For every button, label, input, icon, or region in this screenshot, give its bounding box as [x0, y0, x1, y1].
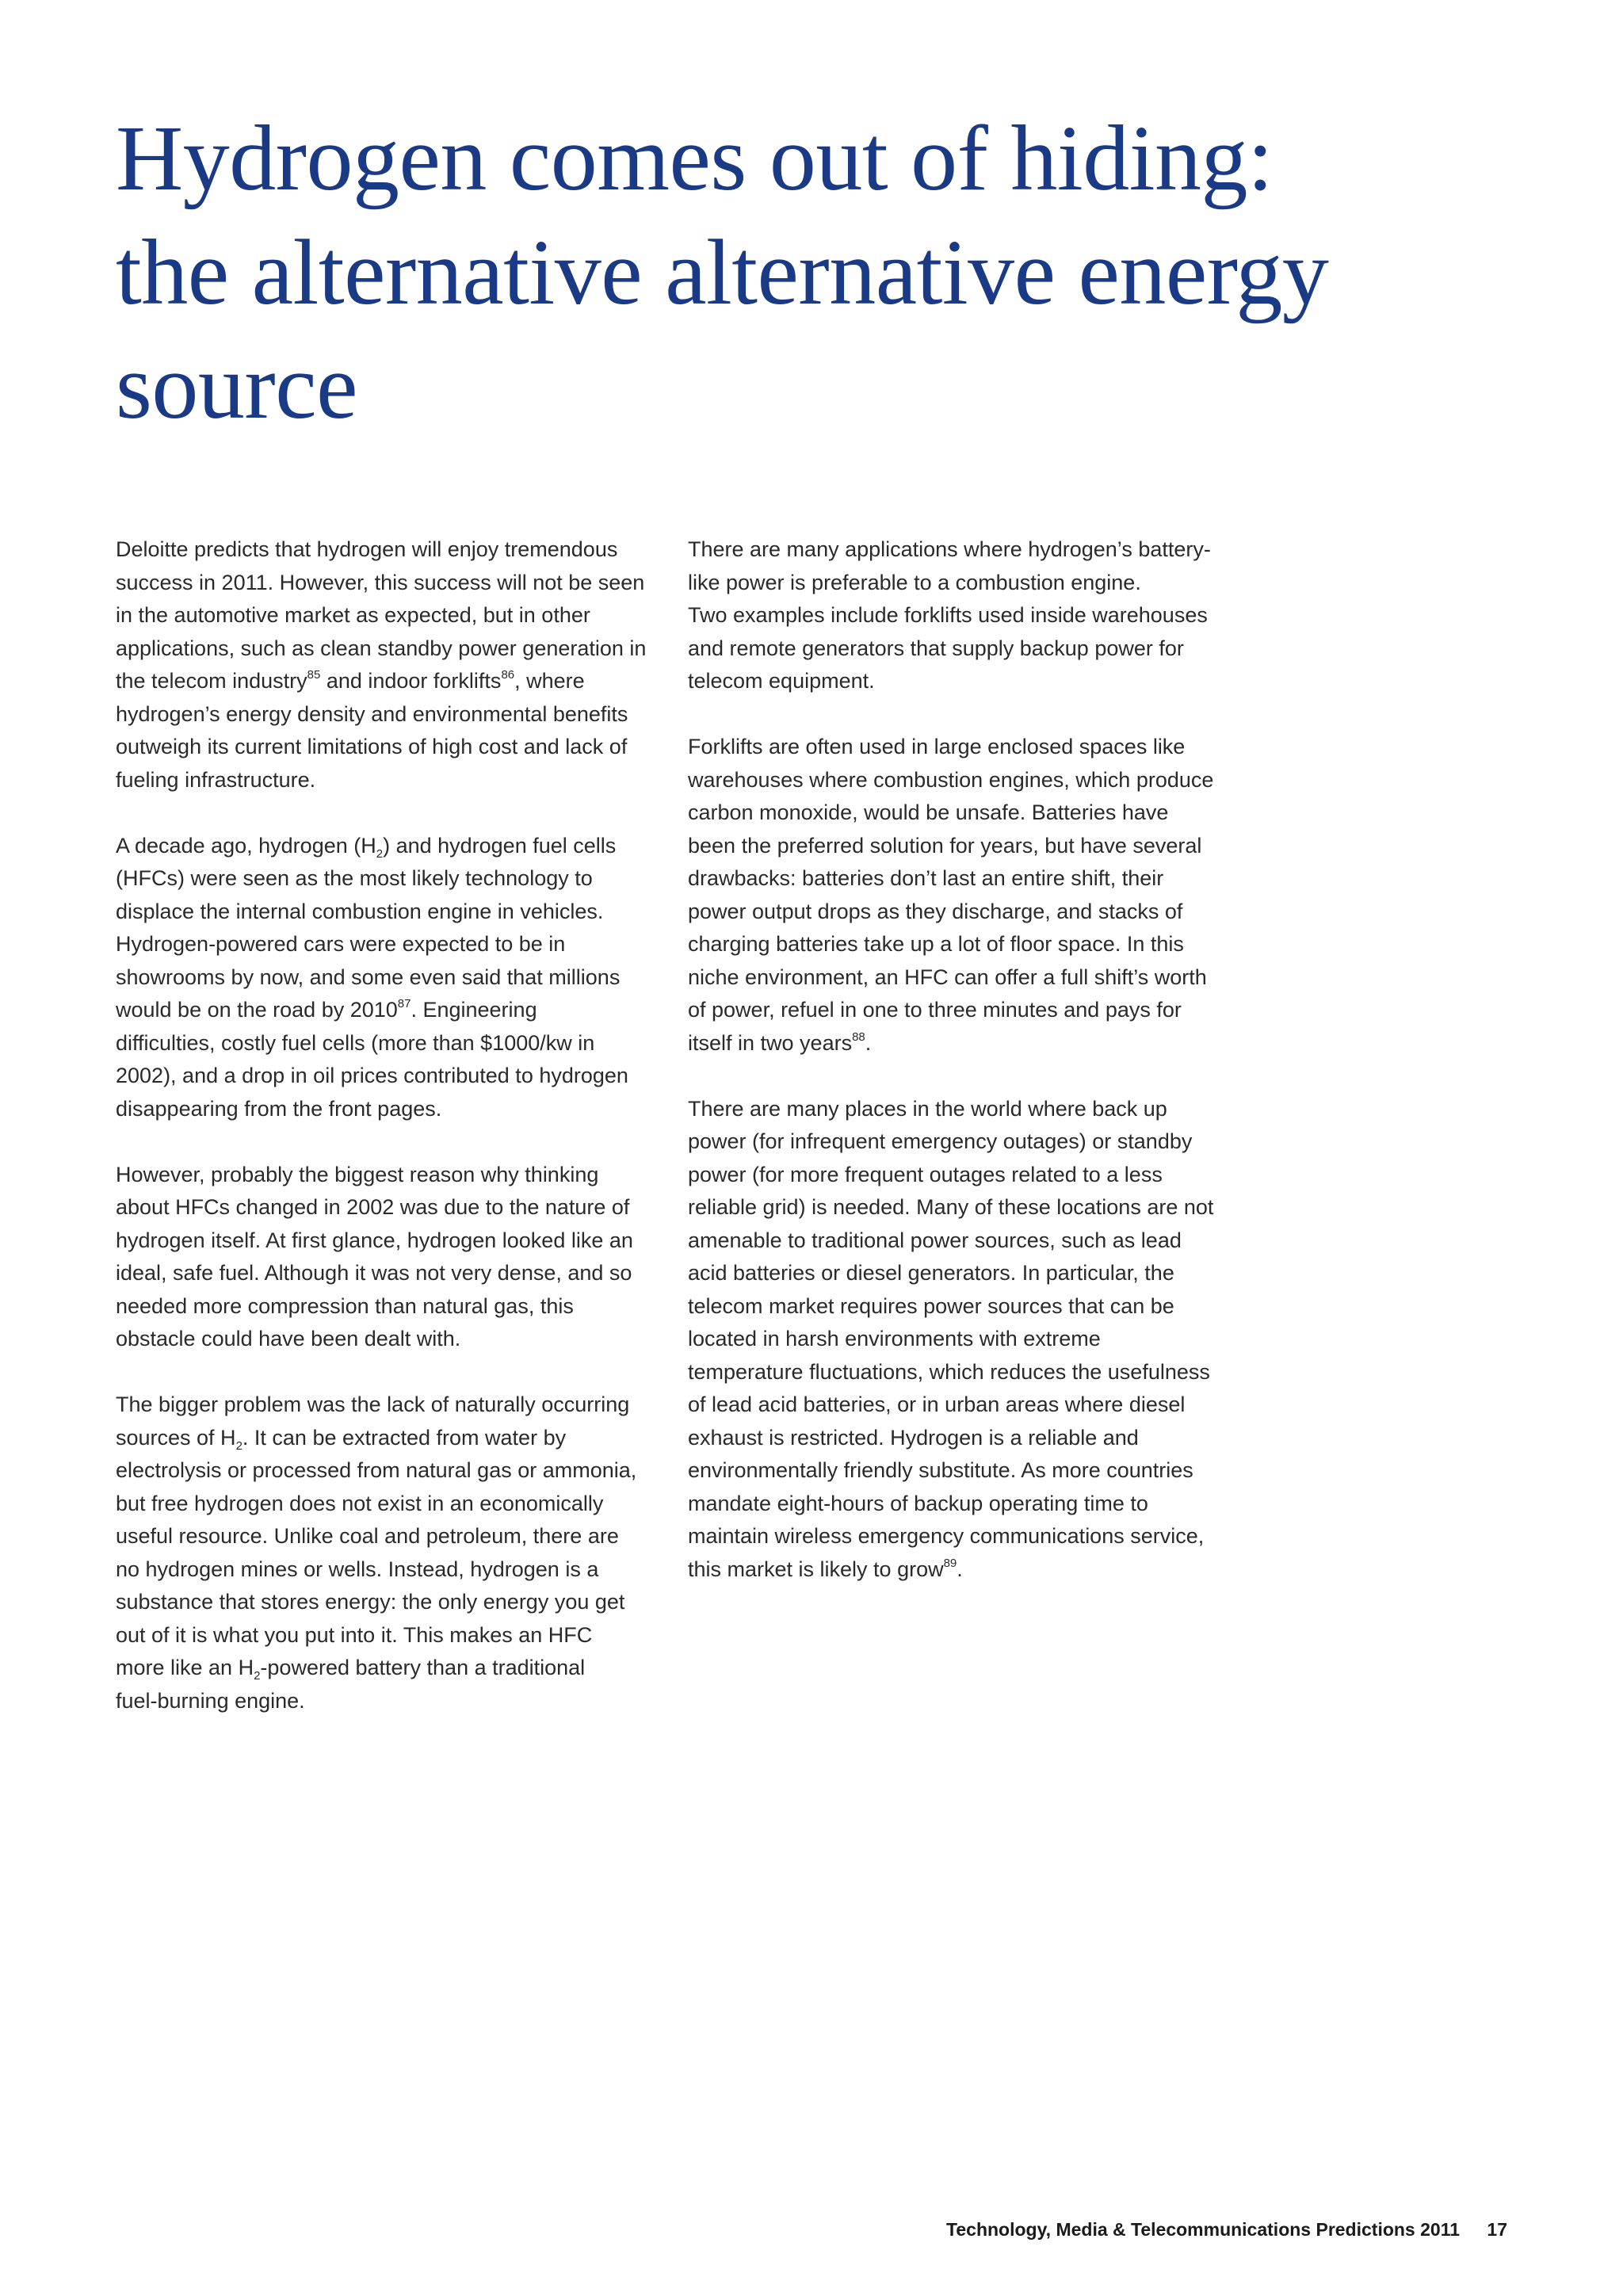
left-column: [116, 533, 655, 1751]
text-run: . It can be extracted from water by: [242, 1425, 567, 1450]
text-line: [116, 632, 655, 666]
text-run: more like an H: [116, 1656, 254, 1679]
text-run: like power is preferable to a combustion engine.: [688, 570, 1141, 594]
text-run: telecom equipment.: [688, 669, 875, 693]
text-line: [688, 896, 1227, 929]
paragraph: [688, 731, 1227, 1060]
paragraph: [688, 533, 1227, 698]
text-run: warehouses where combustion engines, which produce: [688, 767, 1214, 792]
text-run: outweigh its current limitations of high cost and lack of: [116, 735, 628, 758]
text-line: [116, 1093, 655, 1126]
text-line: [688, 665, 1227, 698]
text-run: -powered battery than a traditional: [260, 1656, 586, 1679]
text-line: [688, 830, 1227, 863]
text-run: exhaust is restricted. Hydrogen is a reliable and: [688, 1425, 1139, 1450]
text-line: [116, 994, 655, 1027]
text-line: [116, 1586, 655, 1619]
text-run: There are many applications where hydrogen’s battery-: [688, 537, 1211, 561]
text-line: [688, 1093, 1227, 1126]
text-line: [116, 567, 655, 600]
text-run: ) and hydrogen fuel cells: [383, 833, 617, 858]
text-run: about HFCs changed in 2002 was due to the nature of: [116, 1195, 630, 1219]
text-line: [116, 961, 655, 995]
text-run: Hydrogen-powered cars were expected to be in: [116, 932, 566, 956]
text-run: showrooms by now, and some even said that millions: [116, 965, 621, 989]
text-run: (HFCs) were seen as the most likely technology to: [116, 866, 593, 890]
text-line: [688, 1027, 1227, 1060]
text-run: hydrogen itself. At first glance, hydrogen looked like an: [116, 1228, 633, 1252]
text-run: telecom market requires power sources that can be: [688, 1293, 1174, 1318]
text-line: [688, 1191, 1227, 1224]
text-line: [688, 1389, 1227, 1422]
text-run: drawbacks: batteries don’t last an entire shift, their: [688, 866, 1164, 890]
text-run: There are many places in the world where back up: [688, 1096, 1167, 1121]
paragraph: [116, 1159, 655, 1356]
text-line: [116, 599, 655, 632]
text-run: Deloitte predicts that hydrogen will enjoy tremendous: [116, 537, 618, 561]
text-line: [116, 1520, 655, 1553]
text-line: [688, 1290, 1227, 1324]
text-line: [688, 1257, 1227, 1290]
text-line: [688, 797, 1227, 830]
footnote-ref: 85: [307, 668, 321, 682]
text-line: [688, 928, 1227, 961]
text-line: [688, 994, 1227, 1027]
subscript: 2: [254, 1669, 261, 1683]
paragraph: [116, 1389, 655, 1717]
text-line: [116, 1027, 655, 1060]
text-line: [116, 1685, 655, 1718]
text-line: [688, 862, 1227, 896]
text-run: .: [957, 1557, 963, 1581]
footnote-ref: 87: [397, 997, 411, 1010]
text-run: environmentally friendly substitute. As more countries: [688, 1458, 1193, 1482]
text-line: [116, 1619, 655, 1652]
text-run: 2002), and a drop in oil prices contributed to hydrogen: [116, 1064, 628, 1087]
text-run: substance that stores energy: the only energy you get: [116, 1590, 625, 1614]
text-run: would be on the road by 2010: [116, 998, 398, 1022]
text-line: [116, 1488, 655, 1521]
text-run: and indoor forklifts: [320, 669, 502, 693]
text-line: [116, 1553, 655, 1587]
text-run: Forklifts are often used in large enclosed spaces like: [688, 735, 1186, 758]
text-run: . Engineering: [411, 998, 537, 1022]
text-run: this market is likely to grow: [688, 1557, 944, 1581]
text-line: [116, 698, 655, 732]
paragraph: [688, 1093, 1227, 1587]
paragraph: [116, 830, 655, 1126]
text-line: [116, 862, 655, 896]
text-run: acid batteries or diesel generators. In particular, the: [688, 1261, 1174, 1285]
text-line: [688, 632, 1227, 666]
text-line: [116, 1257, 655, 1290]
text-run: amenable to traditional power sources, such as lead: [688, 1228, 1182, 1252]
text-run: sources of H: [116, 1425, 236, 1450]
text-run: A decade ago, hydrogen (H: [116, 833, 376, 858]
text-line: [688, 1159, 1227, 1192]
text-run: fueling infrastructure.: [116, 767, 316, 792]
text-line: [688, 961, 1227, 995]
text-run: electrolysis or processed from natural gas or ammonia,: [116, 1458, 637, 1482]
text-line: [688, 599, 1227, 632]
text-line: [688, 1323, 1227, 1356]
text-run: and remote generators that supply backup power for: [688, 636, 1184, 660]
text-run: hydrogen’s energy density and environmental benefits: [116, 701, 628, 726]
text-line: [116, 830, 655, 863]
paragraph: [116, 533, 655, 797]
text-run: needed more compression than natural gas, this: [116, 1293, 574, 1318]
text-line: [688, 764, 1227, 797]
text-run: niche environment, an HFC can offer a full shift’s worth: [688, 965, 1207, 989]
text-line: [688, 1356, 1227, 1389]
text-run: disappearing from the front pages.: [116, 1096, 442, 1121]
text-run: obstacle could have been dealt with.: [116, 1327, 461, 1350]
text-run: difficulties, costly fuel cells (more than $1000/kw in: [116, 1030, 595, 1055]
text-run: no hydrogen mines or wells. Instead, hydrogen is a: [116, 1557, 599, 1581]
text-line: [116, 1389, 655, 1422]
page-number: 17: [1487, 2219, 1507, 2240]
title-line: Hydrogen comes out of hiding:: [116, 106, 1274, 210]
text-line: [116, 1191, 655, 1224]
footnote-ref: 89: [943, 1556, 957, 1570]
text-run: The bigger problem was the lack of naturally occurring: [116, 1392, 630, 1416]
text-line: [116, 665, 655, 698]
title-line: the alternative alternative energy: [116, 220, 1329, 324]
text-run: power output drops as they discharge, and stacks of: [688, 899, 1183, 923]
text-line: [116, 1060, 655, 1093]
text-run: in the automotive market as expected, but in other: [116, 603, 590, 627]
text-run: located in harsh environments with extreme: [688, 1327, 1101, 1350]
text-run: itself in two years: [688, 1030, 853, 1055]
text-line: [688, 1125, 1227, 1159]
text-run: mandate eight-hours of backup operating time to: [688, 1491, 1148, 1515]
text-line: [116, 1323, 655, 1356]
text-run: applications, such as clean standby power generation in: [116, 636, 647, 660]
text-line: [688, 1520, 1227, 1553]
text-run: displace the internal combustion engine in vehicles.: [116, 899, 604, 923]
text-line: [116, 1224, 655, 1258]
text-line: [116, 731, 655, 764]
text-run: charging batteries take up a lot of floor space. In this: [688, 932, 1184, 956]
text-run: fuel-burning engine.: [116, 1688, 305, 1713]
text-line: [688, 1422, 1227, 1455]
text-line: [116, 1290, 655, 1324]
text-run: success in 2011. However, this success will not be seen: [116, 570, 645, 594]
text-line: [116, 928, 655, 961]
text-line: [116, 1454, 655, 1488]
text-line: [688, 1553, 1227, 1587]
text-line: [688, 567, 1227, 600]
text-run: However, probably the biggest reason why thinking: [116, 1162, 599, 1186]
footnote-ref: 88: [852, 1030, 865, 1044]
text-line: [116, 896, 655, 929]
text-line: [116, 533, 655, 567]
footnote-ref: 86: [501, 668, 515, 682]
text-run: temperature fluctuations, which reduces the usefulness: [688, 1359, 1210, 1384]
text-run: of power, refuel in one to three minutes and pays for: [688, 998, 1182, 1022]
text-run: of lead acid batteries, or in urban areas where diesel: [688, 1392, 1186, 1416]
text-line: [688, 731, 1227, 764]
text-run: power (for infrequent emergency outages) or standby: [688, 1129, 1193, 1153]
text-run: out of it is what you put into it. This makes an HFC: [116, 1622, 593, 1647]
right-column: [688, 533, 1227, 1619]
text-line: [116, 1652, 655, 1685]
text-line: [688, 1224, 1227, 1258]
subscript: 2: [235, 1438, 242, 1453]
text-run: carbon monoxide, would be unsafe. Batteries have: [688, 800, 1169, 824]
text-run: useful resource. Unlike coal and petroleum, there are: [116, 1524, 619, 1548]
text-run: Two examples include forklifts used inside warehouses: [688, 603, 1208, 627]
text-run: , where: [514, 669, 585, 693]
text-run: maintain wireless emergency communications service,: [688, 1524, 1205, 1548]
page-footer: [946, 2219, 1507, 2241]
text-line: [688, 533, 1227, 567]
text-line: [688, 1454, 1227, 1488]
text-run: power (for more frequent outages related to a less: [688, 1162, 1163, 1186]
text-run: but free hydrogen does not exist in an economically: [116, 1491, 604, 1515]
text-run: reliable grid) is needed. Many of these locations are not: [688, 1195, 1214, 1219]
page-title: [116, 101, 1542, 444]
text-line: [116, 764, 655, 797]
text-run: .: [865, 1030, 872, 1055]
text-line: [116, 1159, 655, 1192]
title-line: source: [116, 334, 357, 438]
text-line: [688, 1488, 1227, 1521]
subscript: 2: [376, 846, 384, 861]
text-run: been the preferred solution for years, but have several: [688, 833, 1202, 858]
text-run: ideal, safe fuel. Although it was not very dense, and so: [116, 1261, 632, 1285]
text-run: the telecom industry: [116, 669, 307, 693]
publication-title: Technology, Media & Telecommunications Predictions 2011: [946, 2219, 1461, 2240]
text-line: [116, 1422, 655, 1455]
